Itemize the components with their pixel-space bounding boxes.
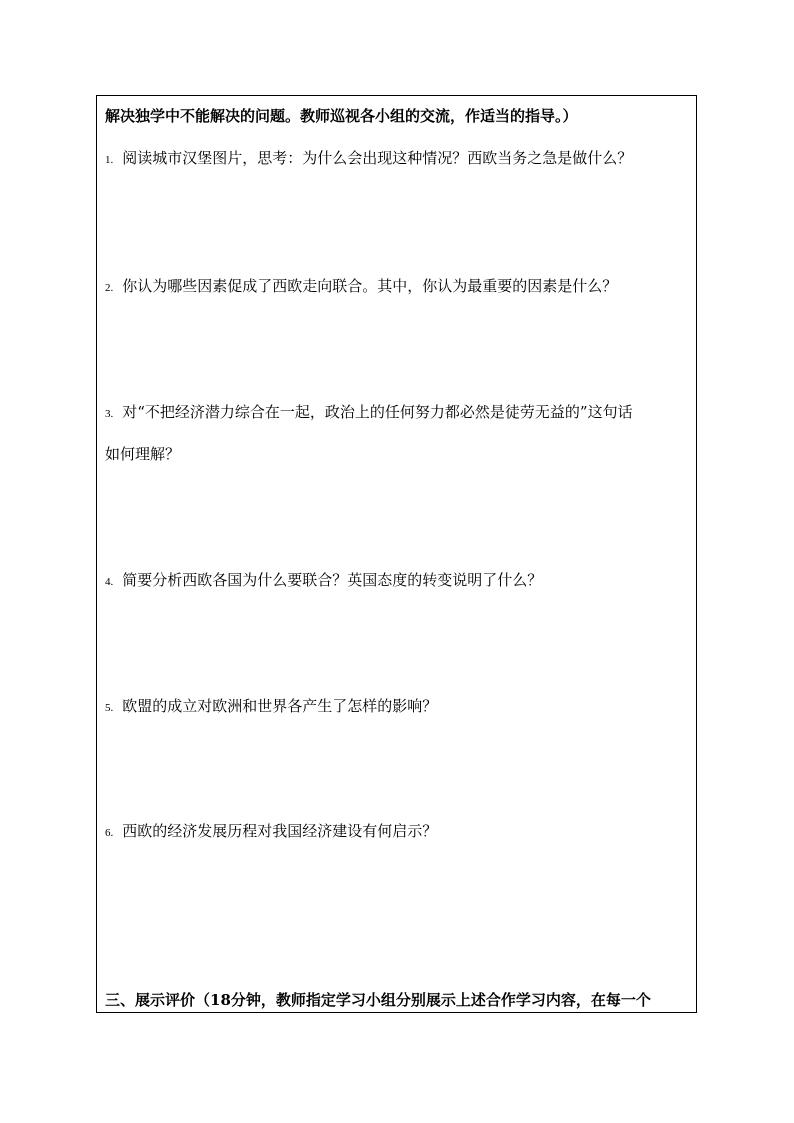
question-number: 4. [105,576,114,588]
question-6 [105,821,690,843]
question-number: 2. [105,282,114,294]
question-number: 5. [105,702,114,714]
question-5 [105,696,690,718]
section-3-heading: 三、展示评价（18分钟，教师指定学习小组分别展示上述合作学习内容，在每一个 [105,991,651,1009]
question-number: 1. [105,154,114,166]
question-text: 西欧的经济发展历程对我国经济建设有何启示？ [122,822,438,840]
question-number: 3. [105,408,114,420]
question-text: 你认为哪些因素促成了西欧走向联合。其中，你认为最重要的因素是什么？ [122,277,618,295]
question-number: 6. [105,827,114,839]
question-3 [105,402,690,424]
question-4 [105,570,690,592]
question-3-continuation: 如何理解？ [105,445,181,463]
intro-line: 解决独学中不能解决的问题。教师巡视各小组的交流，作适当的指导。） [105,107,578,125]
question-text: 阅读城市汉堡图片，思考：为什么会出现这种情况？西欧当务之急是做什么？ [122,149,633,167]
question-text: 简要分析西欧各国为什么要联合？英国态度的转变说明了什么？ [122,571,543,589]
question-1 [105,148,690,170]
question-text: 欧盟的成立对欧洲和世界各产生了怎样的影响？ [122,697,438,715]
question-2 [105,276,690,298]
worksheet-table-cell [96,95,697,1013]
question-text: 对“不把经济潜力综合在一起，政治上的任何努力都必然是徒劳无益的”这句话 [122,403,633,421]
